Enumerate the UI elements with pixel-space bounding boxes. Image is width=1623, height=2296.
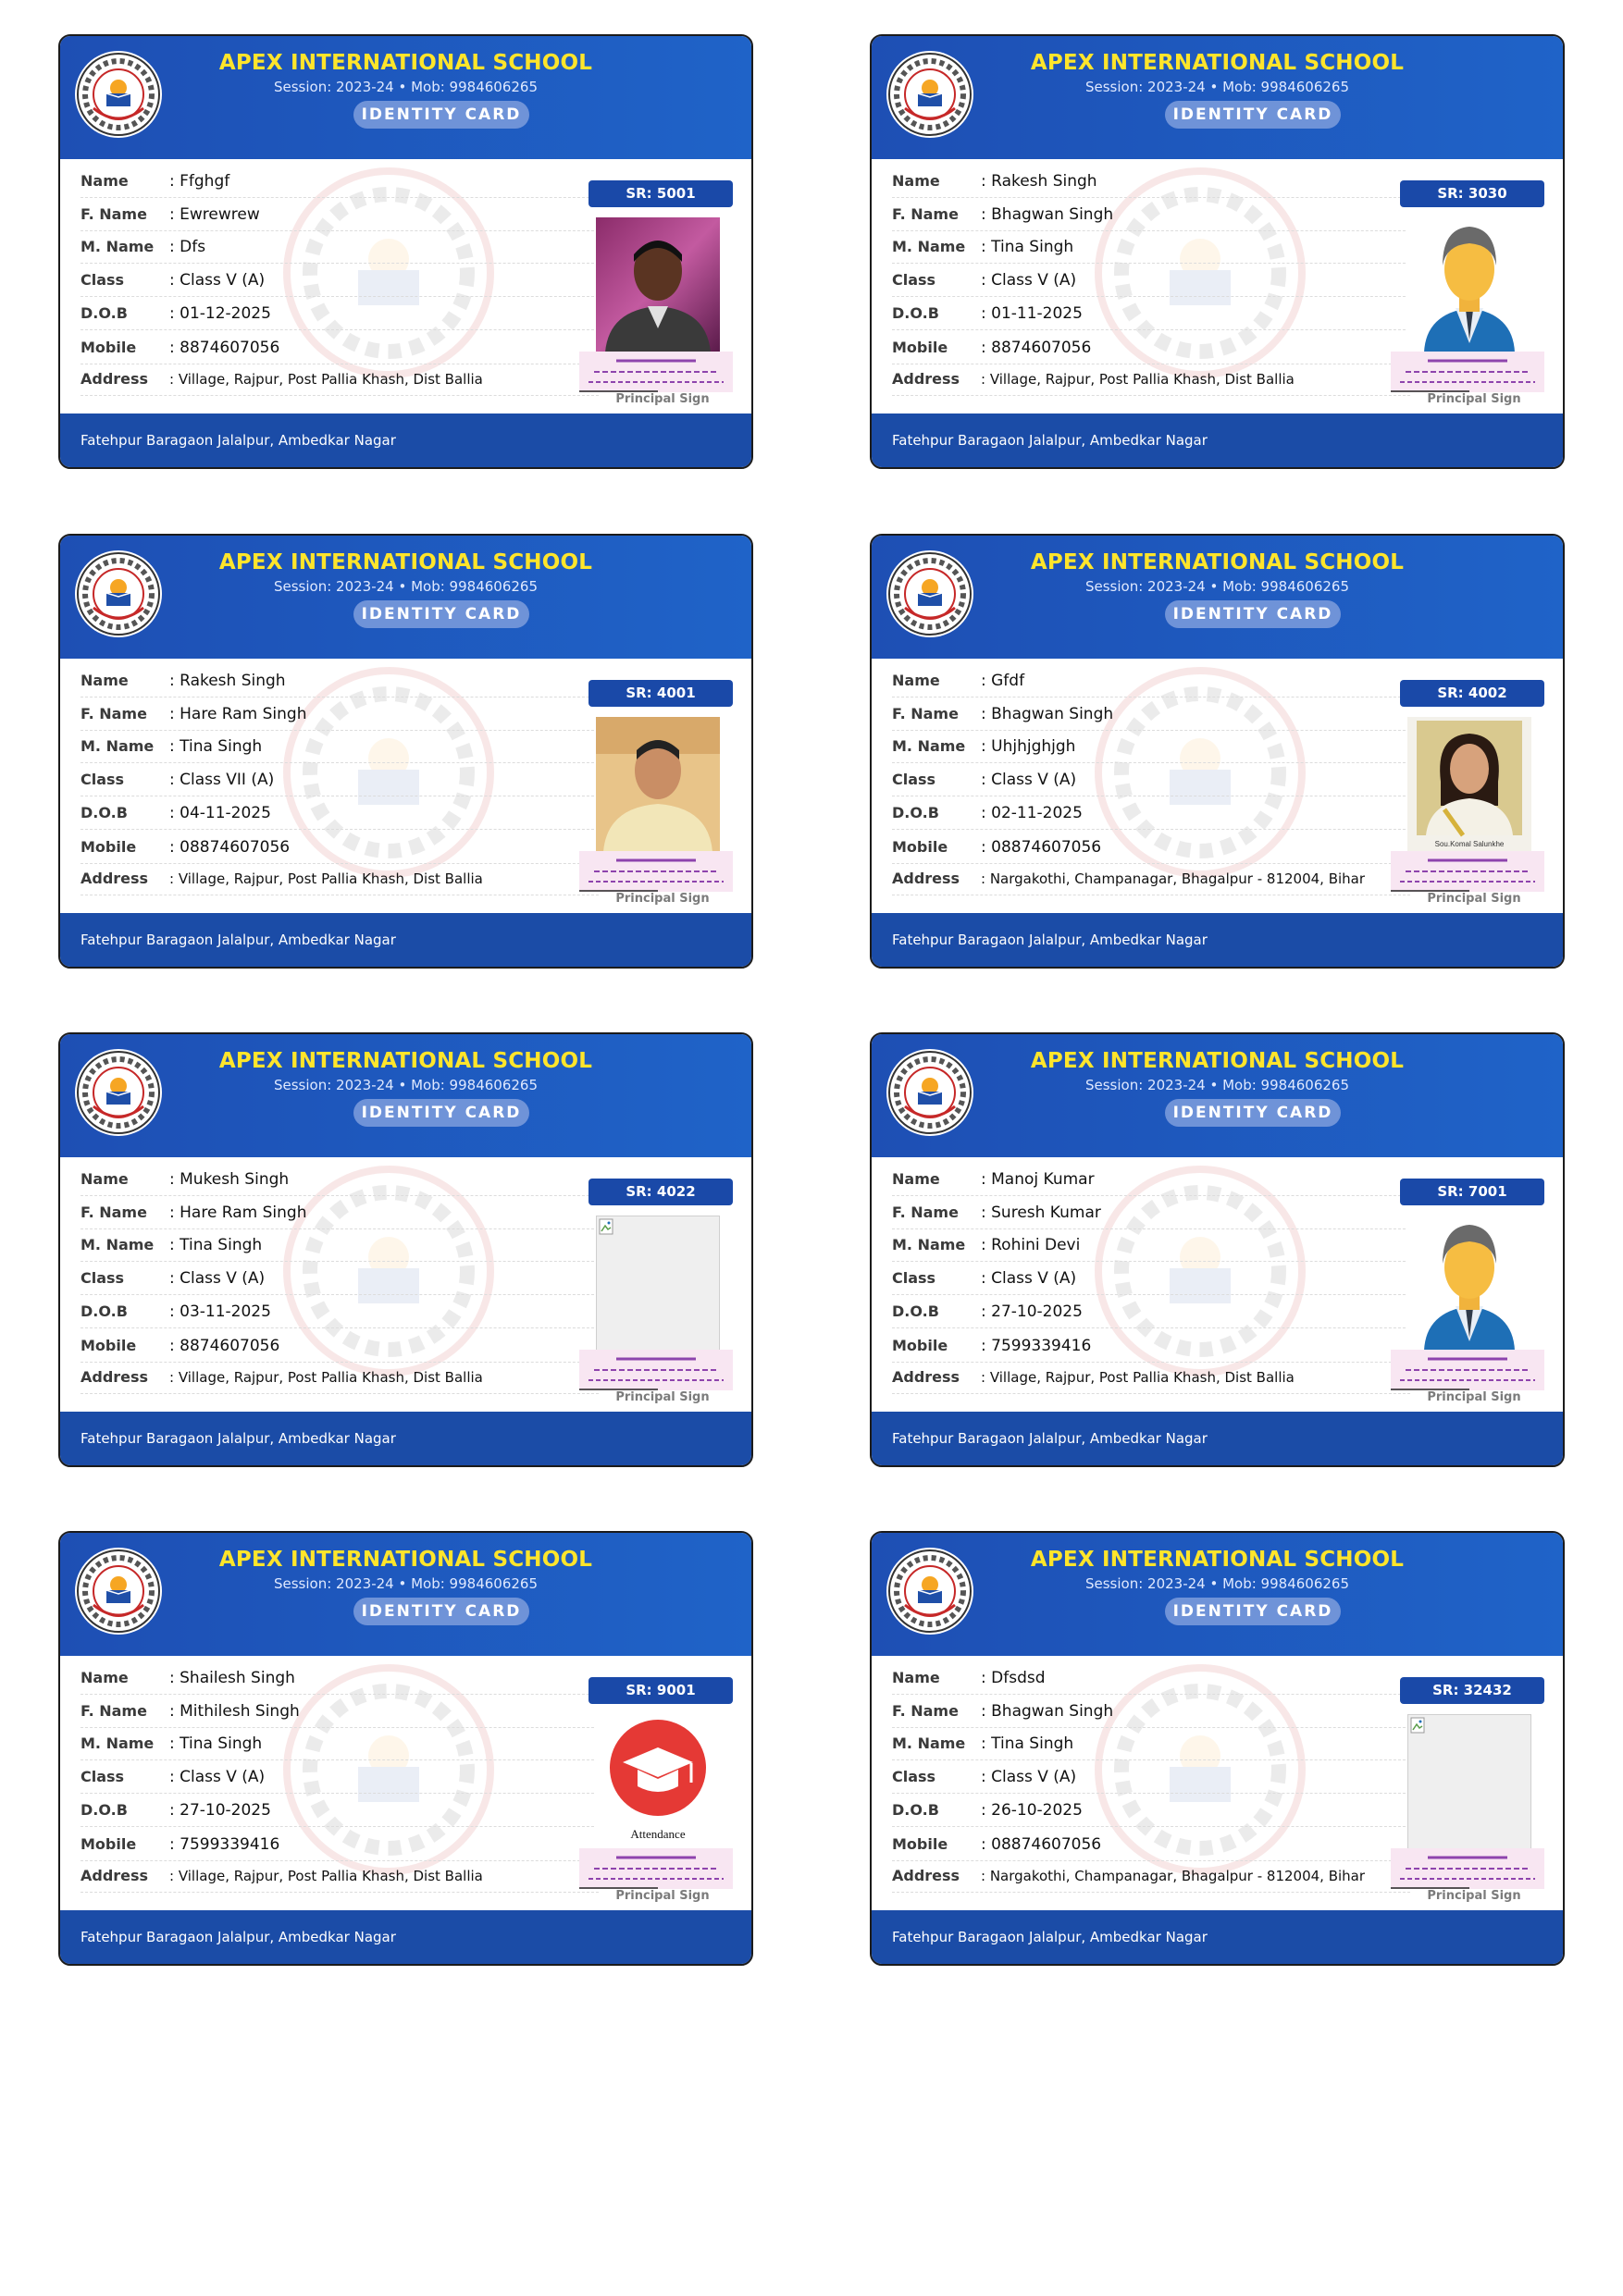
field-mobile (81, 831, 599, 864)
value-address: : Nargakothi, Champanagar, Bhagalpur - 812004, Bihar (981, 1868, 1366, 1884)
session-line: Session: 2023-24 • Mob: 9984606265 (273, 578, 538, 595)
label-father-name: F. Name (81, 1702, 147, 1720)
school-name: APEX INTERNATIONAL SCHOOL (218, 1049, 593, 1073)
sr-number-badge: SR: 32432 (1400, 1677, 1544, 1704)
field-mother-name (81, 1228, 599, 1262)
field-mobile (892, 1828, 1410, 1861)
session-line: Session: 2023-24 • Mob: 9984606265 (273, 79, 538, 95)
label-dob: D.O.B (892, 1801, 939, 1819)
principal-stamp (579, 851, 733, 892)
field-class (892, 1760, 1410, 1794)
id-card-2 (870, 34, 1565, 469)
value-name: : Manoj Kumar (981, 1170, 1095, 1189)
field-father-name (81, 1695, 599, 1728)
broken-image-icon (596, 1216, 720, 1351)
label-father-name: F. Name (81, 705, 147, 722)
label-name: Name (892, 1669, 940, 1686)
field-class (81, 763, 599, 796)
label-class: Class (892, 771, 936, 788)
value-mobile: : 7599339416 (981, 1337, 1092, 1355)
field-class (81, 264, 599, 297)
label-address: Address (892, 370, 960, 388)
principal-sign-label: Principal Sign (1427, 892, 1521, 906)
card-footer: Fatehpur Baragaon Jalalpur, Ambedkar Nagar (872, 414, 1563, 469)
label-mother-name: M. Name (81, 238, 155, 255)
value-address: : Village, Rajpur, Post Pallia Khash, Dist Ballia (169, 1369, 483, 1386)
value-dob: : 04-11-2025 (169, 804, 271, 822)
value-mother-name: : Uhjhjghjgh (981, 737, 1076, 756)
label-father-name: F. Name (81, 1204, 147, 1221)
identity-card-badge: IDENTITY CARD (1165, 1598, 1341, 1625)
photo-caption: Sou.Komal Salunkhe (1434, 840, 1505, 848)
value-mobile: : 8874607056 (169, 1337, 280, 1355)
field-address (81, 363, 599, 396)
value-father-name: : Bhagwan Singh (981, 205, 1114, 224)
sr-number-badge: SR: 4001 (588, 680, 733, 707)
school-name: APEX INTERNATIONAL SCHOOL (1030, 51, 1405, 75)
value-father-name: : Suresh Kumar (981, 1204, 1101, 1222)
label-dob: D.O.B (81, 1801, 128, 1819)
label-name: Name (81, 1669, 129, 1686)
value-mobile: : 8874607056 (169, 339, 280, 357)
sr-number-badge: SR: 7001 (1400, 1179, 1544, 1205)
field-name (81, 1163, 599, 1196)
id-card-8 (870, 1531, 1565, 1966)
field-class (892, 264, 1410, 297)
field-mother-name (892, 730, 1410, 763)
field-address (81, 1361, 599, 1394)
principal-stamp (1391, 1848, 1544, 1889)
id-card-5 (58, 1032, 753, 1467)
sr-number-badge: SR: 4002 (1400, 680, 1544, 707)
identity-card-badge: IDENTITY CARD (353, 1598, 529, 1625)
value-name: : Shailesh Singh (169, 1669, 295, 1687)
value-class: : Class V (A) (169, 1269, 266, 1288)
student-photo (596, 717, 720, 852)
value-class: : Class V (A) (981, 271, 1077, 290)
field-father-name (81, 1196, 599, 1229)
principal-sign-label: Principal Sign (615, 1390, 710, 1404)
label-class: Class (81, 1768, 125, 1785)
field-address (81, 862, 599, 895)
principal-stamp (579, 1350, 733, 1390)
sr-number-badge: SR: 5001 (588, 180, 733, 207)
school-name: APEX INTERNATIONAL SCHOOL (218, 51, 593, 75)
label-address: Address (81, 1867, 149, 1884)
value-class: : Class VII (A) (169, 771, 275, 789)
label-address: Address (892, 1368, 960, 1386)
value-mother-name: : Dfs (169, 238, 206, 256)
label-mobile: Mobile (892, 838, 948, 856)
identity-card-badge: IDENTITY CARD (353, 101, 529, 129)
avatar-placeholder-icon (1407, 1216, 1531, 1351)
field-class (81, 1262, 599, 1295)
school-name: APEX INTERNATIONAL SCHOOL (218, 550, 593, 574)
value-mobile: : 08874607056 (169, 838, 291, 857)
value-dob: : 26-10-2025 (981, 1801, 1083, 1820)
field-name (81, 165, 599, 198)
school-name: APEX INTERNATIONAL SCHOOL (1030, 1049, 1405, 1073)
label-class: Class (892, 271, 936, 289)
label-name: Name (892, 172, 940, 190)
label-address: Address (892, 870, 960, 887)
card-footer: Fatehpur Baragaon Jalalpur, Ambedkar Nagar (60, 913, 751, 969)
value-class: : Class V (A) (981, 1269, 1077, 1288)
value-address: : Village, Rajpur, Post Pallia Khash, Dist Ballia (981, 371, 1295, 388)
value-mother-name: : Rohini Devi (981, 1236, 1081, 1254)
field-mobile (81, 331, 599, 364)
value-dob: : 02-11-2025 (981, 804, 1083, 822)
value-father-name: : Hare Ram Singh (169, 705, 307, 723)
label-class: Class (892, 1269, 936, 1287)
field-father-name (81, 697, 599, 731)
value-mother-name: : Tina Singh (169, 1236, 263, 1254)
identity-card-badge: IDENTITY CARD (1165, 101, 1341, 129)
value-name: : Rakesh Singh (169, 672, 286, 690)
principal-sign-label: Principal Sign (615, 1889, 710, 1903)
value-father-name: : Ewrewrew (169, 205, 260, 224)
field-father-name (892, 198, 1410, 231)
card-footer: Fatehpur Baragaon Jalalpur, Ambedkar Nagar (872, 1412, 1563, 1467)
field-mother-name (81, 1727, 599, 1760)
card-body (872, 159, 1563, 414)
id-card-3 (58, 534, 753, 969)
value-mobile: : 8874607056 (981, 339, 1092, 357)
label-mobile: Mobile (892, 1835, 948, 1853)
principal-stamp (1391, 1350, 1544, 1390)
card-footer: Fatehpur Baragaon Jalalpur, Ambedkar Nagar (60, 1412, 751, 1467)
principal-sign-label: Principal Sign (1427, 1889, 1521, 1903)
field-address (81, 1859, 599, 1893)
value-address: : Village, Rajpur, Post Pallia Khash, Dist Ballia (169, 371, 483, 388)
label-father-name: F. Name (892, 1702, 959, 1720)
value-dob: : 03-11-2025 (169, 1302, 271, 1321)
label-dob: D.O.B (81, 1302, 128, 1320)
card-footer: Fatehpur Baragaon Jalalpur, Ambedkar Nagar (60, 1910, 751, 1966)
card-body (60, 659, 751, 913)
label-class: Class (81, 771, 125, 788)
field-father-name (892, 1196, 1410, 1229)
label-mother-name: M. Name (81, 1734, 155, 1752)
card-footer: Fatehpur Baragaon Jalalpur, Ambedkar Nagar (60, 414, 751, 469)
attendance-icon (596, 1714, 720, 1849)
identity-card-badge: IDENTITY CARD (1165, 600, 1341, 628)
value-mobile: : 08874607056 (981, 838, 1102, 857)
value-dob: : 27-10-2025 (981, 1302, 1083, 1321)
session-line: Session: 2023-24 • Mob: 9984606265 (273, 1575, 538, 1592)
school-name: APEX INTERNATIONAL SCHOOL (1030, 1548, 1405, 1572)
field-dob (81, 1295, 599, 1328)
label-dob: D.O.B (81, 804, 128, 821)
field-name (892, 664, 1410, 697)
label-mother-name: M. Name (892, 1734, 966, 1752)
card-body (872, 1157, 1563, 1412)
avatar-placeholder-icon (1407, 217, 1531, 352)
card-body (872, 659, 1563, 913)
field-dob (892, 796, 1410, 830)
field-name (81, 664, 599, 697)
card-header (872, 1533, 1563, 1656)
field-mother-name (81, 230, 599, 264)
field-address (892, 1361, 1410, 1394)
field-class (892, 763, 1410, 796)
principal-sign-label: Principal Sign (615, 392, 710, 406)
value-name: : Mukesh Singh (169, 1170, 290, 1189)
photo-caption: Attendance (630, 1827, 686, 1841)
field-mobile (892, 831, 1410, 864)
value-class: : Class V (A) (981, 771, 1077, 789)
field-dob (892, 297, 1410, 330)
field-class (81, 1760, 599, 1794)
value-address: : Nargakothi, Champanagar, Bhagalpur - 812004, Bihar (981, 870, 1366, 887)
value-mother-name: : Tina Singh (169, 1734, 263, 1753)
card-header (60, 1034, 751, 1157)
school-name: APEX INTERNATIONAL SCHOOL (218, 1548, 593, 1572)
card-header (872, 1034, 1563, 1157)
field-mobile (81, 1828, 599, 1861)
card-footer: Fatehpur Baragaon Jalalpur, Ambedkar Nagar (872, 1910, 1563, 1966)
field-name (892, 1661, 1410, 1695)
card-body (60, 1656, 751, 1910)
sr-number-badge: SR: 4022 (588, 1179, 733, 1205)
field-father-name (892, 1695, 1410, 1728)
value-father-name: : Bhagwan Singh (981, 1702, 1114, 1721)
label-father-name: F. Name (892, 205, 959, 223)
label-name: Name (81, 172, 129, 190)
field-mother-name (892, 1727, 1410, 1760)
field-address (892, 363, 1410, 396)
field-mother-name (892, 1228, 1410, 1262)
label-name: Name (81, 672, 129, 689)
card-body (60, 1157, 751, 1412)
label-name: Name (81, 1170, 129, 1188)
value-address: : Village, Rajpur, Post Pallia Khash, Dist Ballia (169, 1868, 483, 1884)
label-mobile: Mobile (81, 339, 137, 356)
principal-sign-label: Principal Sign (615, 892, 710, 906)
principal-sign-label: Principal Sign (1427, 392, 1521, 406)
label-name: Name (892, 672, 940, 689)
field-address (892, 1859, 1410, 1893)
value-father-name: : Mithilesh Singh (169, 1702, 300, 1721)
value-mother-name: : Tina Singh (169, 737, 263, 756)
principal-stamp (579, 1848, 733, 1889)
value-dob: : 01-11-2025 (981, 304, 1083, 323)
label-father-name: F. Name (892, 1204, 959, 1221)
field-name (81, 1661, 599, 1695)
label-mobile: Mobile (892, 339, 948, 356)
identity-card-badge: IDENTITY CARD (353, 600, 529, 628)
value-father-name: : Bhagwan Singh (981, 705, 1114, 723)
field-mobile (892, 331, 1410, 364)
label-class: Class (81, 271, 125, 289)
session-line: Session: 2023-24 • Mob: 9984606265 (1084, 1575, 1349, 1592)
principal-stamp (1391, 352, 1544, 392)
broken-image-icon (1407, 1714, 1531, 1849)
field-dob (81, 1794, 599, 1827)
session-line: Session: 2023-24 • Mob: 9984606265 (273, 1077, 538, 1093)
principal-stamp (1391, 851, 1544, 892)
student-photo (596, 217, 720, 352)
field-dob (892, 1295, 1410, 1328)
sr-number-badge: SR: 3030 (1400, 180, 1544, 207)
value-address: : Village, Rajpur, Post Pallia Khash, Dist Ballia (169, 870, 483, 887)
label-address: Address (81, 870, 149, 887)
card-header (60, 1533, 751, 1656)
card-footer: Fatehpur Baragaon Jalalpur, Ambedkar Nagar (872, 913, 1563, 969)
label-address: Address (81, 370, 149, 388)
session-line: Session: 2023-24 • Mob: 9984606265 (1084, 79, 1349, 95)
label-mobile: Mobile (892, 1337, 948, 1354)
student-photo (1407, 717, 1531, 852)
card-body (60, 159, 751, 414)
value-class: : Class V (A) (169, 271, 266, 290)
value-mother-name: : Tina Singh (981, 238, 1074, 256)
label-mobile: Mobile (81, 1835, 137, 1853)
label-dob: D.O.B (892, 1302, 939, 1320)
label-mobile: Mobile (81, 838, 137, 856)
value-father-name: : Hare Ram Singh (169, 1204, 307, 1222)
label-father-name: F. Name (892, 705, 959, 722)
card-body (872, 1656, 1563, 1910)
value-name: : Gfdf (981, 672, 1025, 690)
field-mobile (892, 1329, 1410, 1363)
label-dob: D.O.B (892, 304, 939, 322)
session-line: Session: 2023-24 • Mob: 9984606265 (1084, 578, 1349, 595)
label-class: Class (892, 1768, 936, 1785)
field-name (892, 1163, 1410, 1196)
id-card-4 (870, 534, 1565, 969)
label-mobile: Mobile (81, 1337, 137, 1354)
value-class: : Class V (A) (981, 1768, 1077, 1786)
label-dob: D.O.B (81, 304, 128, 322)
field-name (892, 165, 1410, 198)
field-dob (81, 297, 599, 330)
value-class: : Class V (A) (169, 1768, 266, 1786)
value-mobile: : 7599339416 (169, 1835, 280, 1854)
identity-card-badge: IDENTITY CARD (353, 1099, 529, 1127)
value-mother-name: : Tina Singh (981, 1734, 1074, 1753)
session-line: Session: 2023-24 • Mob: 9984606265 (1084, 1077, 1349, 1093)
field-address (892, 862, 1410, 895)
field-mother-name (892, 230, 1410, 264)
label-class: Class (81, 1269, 125, 1287)
value-address: : Village, Rajpur, Post Pallia Khash, Dist Ballia (981, 1369, 1295, 1386)
label-address: Address (81, 1368, 149, 1386)
field-dob (892, 1794, 1410, 1827)
field-class (892, 1262, 1410, 1295)
value-dob: : 27-10-2025 (169, 1801, 271, 1820)
field-mother-name (81, 730, 599, 763)
card-header (872, 536, 1563, 659)
principal-sign-label: Principal Sign (1427, 1390, 1521, 1404)
label-mother-name: M. Name (892, 737, 966, 755)
value-name: : Rakesh Singh (981, 172, 1097, 191)
label-mother-name: M. Name (81, 1236, 155, 1253)
value-name: : Dfsdsd (981, 1669, 1046, 1687)
value-name: : Ffghgf (169, 172, 230, 191)
label-mother-name: M. Name (81, 737, 155, 755)
identity-card-badge: IDENTITY CARD (1165, 1099, 1341, 1127)
card-header (60, 536, 751, 659)
field-dob (81, 796, 599, 830)
card-header (872, 36, 1563, 159)
field-father-name (892, 697, 1410, 731)
school-name: APEX INTERNATIONAL SCHOOL (1030, 550, 1405, 574)
value-dob: : 01-12-2025 (169, 304, 271, 323)
card-header (60, 36, 751, 159)
value-mobile: : 08874607056 (981, 1835, 1102, 1854)
field-father-name (81, 198, 599, 231)
label-dob: D.O.B (892, 804, 939, 821)
label-address: Address (892, 1867, 960, 1884)
field-mobile (81, 1329, 599, 1363)
id-card-6 (870, 1032, 1565, 1467)
label-mother-name: M. Name (892, 1236, 966, 1253)
label-mother-name: M. Name (892, 238, 966, 255)
id-card-7 (58, 1531, 753, 1966)
label-name: Name (892, 1170, 940, 1188)
sr-number-badge: SR: 9001 (588, 1677, 733, 1704)
id-card-1 (58, 34, 753, 469)
principal-stamp (579, 352, 733, 392)
label-father-name: F. Name (81, 205, 147, 223)
